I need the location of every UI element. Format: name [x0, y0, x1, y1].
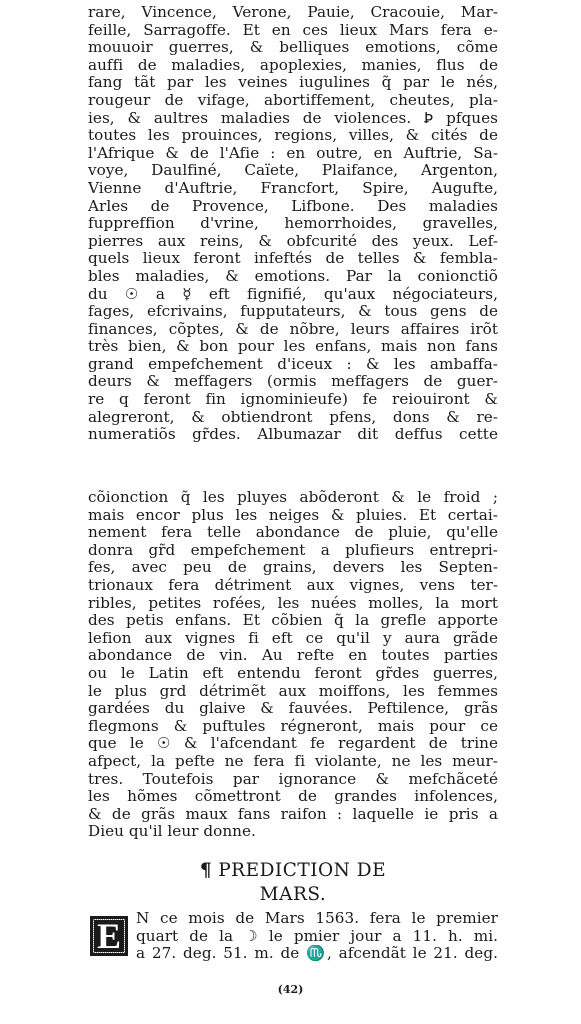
- text-line: que le ☉ & l'afcendant fe regardent de trine: [88, 735, 498, 753]
- text-line: alegreront, & obtiendront pfens, dons & re-: [88, 408, 498, 426]
- initial-letter: E: [96, 916, 121, 956]
- text-line: lefion aux vignes fi eft ce qu'il y aura grãde: [88, 629, 498, 647]
- text-line: fes, avec peu de grains, devers les Septen-: [88, 559, 498, 577]
- text-line: flegmons & puftules régneront, mais pour ce: [88, 717, 498, 735]
- text-line: du ☉ a ☿ eft fignifié, qu'aux négociateurs,: [88, 285, 498, 303]
- text-line: gardées du glaive & fauvées. Peftilence, grãs: [88, 700, 498, 718]
- text-line: grand empefchement d'iceux : & les ambaffa-: [88, 355, 498, 373]
- pilcrow-icon: ¶: [199, 860, 213, 881]
- text-line: ies, & aultres maladies de violences. Ꝧ pfques: [88, 109, 498, 127]
- text-line: N ce mois de Mars 1563. fera le premier: [136, 910, 498, 927]
- text-line: mouuoir guerres, & belliques emotions, cõme: [88, 39, 498, 57]
- text-line: Arles de Provence, Lifbone. Des maladies: [88, 197, 498, 215]
- text-line: les hõmes cõmettront de grandes infolences,: [88, 788, 498, 806]
- text-line: abondance de vin. Au refte en toutes parties: [88, 647, 498, 665]
- text-line: fuppreffion d'vrine, hemorrhoides, gravelles,: [88, 215, 498, 233]
- text-line: cõionction q̃ les pluyes abõderont & le froid ;: [88, 489, 498, 506]
- text-line: des petis enfans. Et cõbien q̃ la grefle apporte: [88, 612, 498, 630]
- section-heading: [88, 860, 498, 882]
- text-line: voye, Daulfiné, Caïete, Plaifance, Argenton,: [88, 162, 498, 180]
- text-line: ou le Latin eft entendu feront gr̃des guerres,: [88, 664, 498, 682]
- text-block-upper: [88, 4, 498, 444]
- text-block-lower: [88, 489, 498, 841]
- text-line: le plus grd détrimẽt aux moiffons, les femmes: [88, 682, 498, 700]
- text-line: re q feront fin ignominieufe) fe reiouiront &: [88, 391, 498, 409]
- text-line: nement fera telle abondance de pluie, qu'elle: [88, 524, 498, 542]
- text-line: finances, cõptes, & de nõbre, leurs affaires irõt: [88, 320, 498, 338]
- text-line: quart de la ☽ le pmier jour a 11. h. mi.: [136, 927, 498, 945]
- heading-line-2: MARS.: [259, 884, 327, 905]
- text-line-last: Dieu qu'il leur donne.: [88, 823, 256, 841]
- text-line: quels lieux feront infeftés de telles & fembla-: [88, 250, 498, 268]
- page-number: (42): [277, 983, 304, 996]
- section-heading-continued: [88, 884, 498, 906]
- text-line: donra gr̃d empefchement a plufieurs entrepri-: [88, 541, 498, 559]
- text-line: très bien, & bon pour les enfans, mais non fans: [88, 338, 498, 356]
- text-line: tres. Toutefois par ignorance & mefchãceté: [88, 770, 498, 788]
- text-line: a 27. deg. 51. m. de ♏, afcendãt le 21. deg.: [136, 945, 498, 963]
- text-line: ribles, petites rofées, les nuées molles, la mort: [88, 594, 498, 612]
- text-line: mais encor plus les neiges & pluies. Et certai-: [88, 506, 498, 524]
- text-line: bles maladies, & emotions. Par la conionctiõ: [88, 267, 498, 285]
- text-line: feille, Sarragoffe. Et en ces lieux Mars fera e-: [88, 21, 498, 39]
- text-line: Vienne d'Auftrie, Francfort, Spire, Augufte,: [88, 179, 498, 197]
- text-line: rare, Vincence, Verone, Pauie, Cracouie, Mar-: [88, 4, 498, 21]
- text-block-final: [136, 910, 498, 963]
- text-line: l'Afrique & de l'Afie : en outre, en Auftrie, Sa-: [88, 144, 498, 162]
- text-line: fang tãt par les veines iugulines q̃ par le nés,: [88, 74, 498, 92]
- text-line: afpect, la pefte ne fera fi violante, ne les meur-: [88, 752, 498, 770]
- decorated-initial-icon: [90, 916, 128, 956]
- text-line: auffi de maladies, apoplexies, manies, flus de: [88, 56, 498, 74]
- text-line: pierres aux reins, & obfcurité des yeux. Lef-: [88, 232, 498, 250]
- text-line: & de grãs maux fans raifon : laquelle ie pris a: [88, 805, 498, 823]
- text-line: trionaux fera détriment aux vignes, vens ter-: [88, 576, 498, 594]
- text-line: fages, efcrivains, fupputateurs, & tous gens de: [88, 303, 498, 321]
- text-line: deurs & meffagers (ormis meffagers de guer-: [88, 373, 498, 391]
- text-line: rougeur de vifage, abortiffement, cheutes, pla-: [88, 91, 498, 109]
- text-line: toutes les prouinces, regions, villes, & cités de: [88, 127, 498, 145]
- text-line: numeratiõs gr̃des. Albumazar dit deffus cette: [88, 426, 498, 444]
- heading-line-1: PREDICTION DE: [218, 860, 387, 881]
